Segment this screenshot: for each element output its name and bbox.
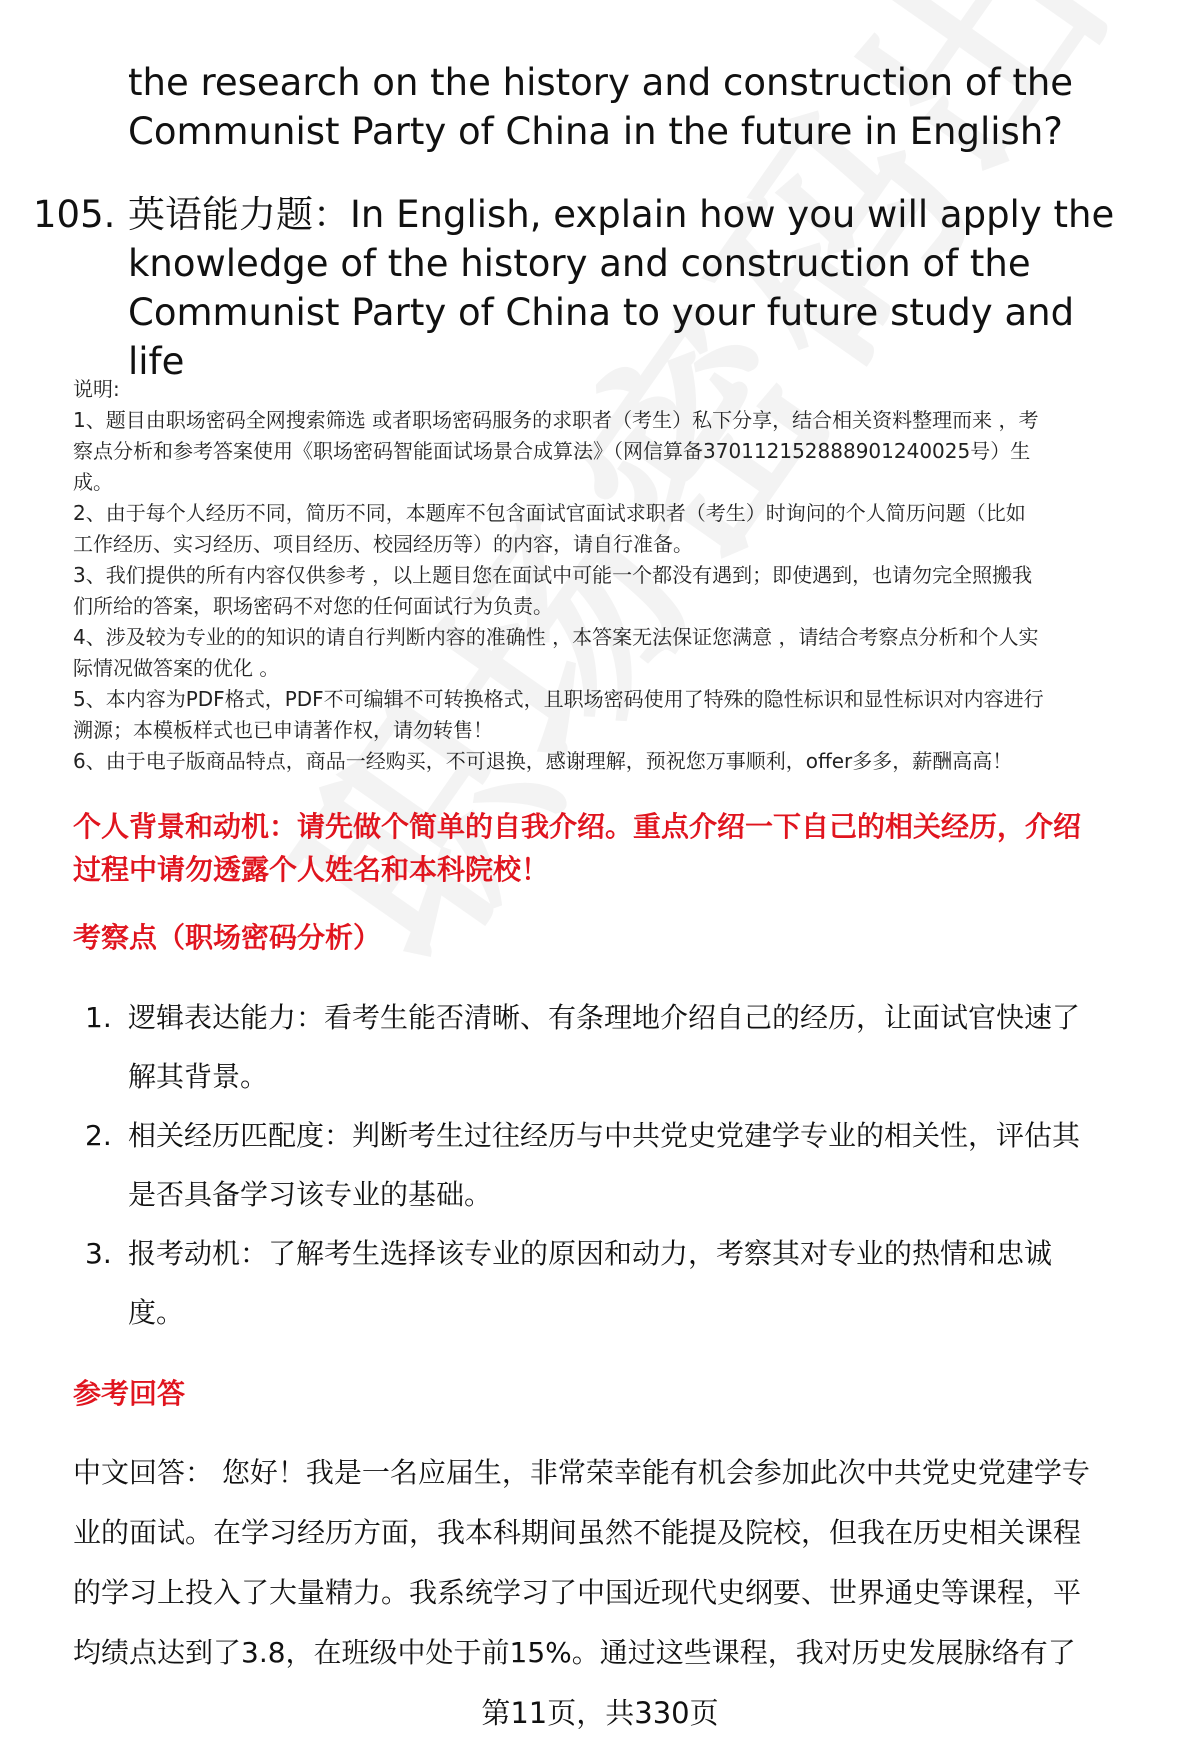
question-continued-line: Communist Party of China in the future in English? — [128, 110, 1063, 153]
key-point-line: 解其背景。 — [128, 1060, 269, 1093]
key-point-item — [85, 988, 1165, 1106]
answer-line: 的学习上投入了大量精力。我系统学习了中国近现代史纲要、世界通史等课程，平 — [73, 1576, 1082, 1609]
question-continued-line: the research on the history and construction of the — [128, 61, 1074, 104]
notes-line: 2、由于每个人经历不同，简历不同，本题库不包含面试官面试求职者（考生）时询问的个人简历问题（比如 — [73, 501, 1026, 525]
notes-line: 们所给的答案，职场密码不对您的任何面试行为负责。 — [73, 594, 553, 618]
notes-section — [73, 374, 1163, 777]
page-footer: 第11页，共330页 — [481, 1696, 719, 1730]
key-point-line: 报考动机：了解考生选择该专业的原因和动力，考察其对专业的热情和忠诚 — [128, 1237, 1053, 1270]
question-text — [128, 190, 1128, 386]
answer-line: 业的面试。在学习经历方面，我本科期间虽然不能提及院校，但我在历史相关课程 — [73, 1516, 1082, 1549]
answer-line: 均绩点达到了3.8，在班级中处于前15%。通过这些课程，我对历史发展脉络有了 — [73, 1636, 1076, 1669]
notes-line: 溯源；本模板样式也已申请著作权，请勿转售！ — [73, 718, 493, 742]
key-point-line: 是否具备学习该专业的基础。 — [128, 1178, 493, 1211]
key-point-line: 度。 — [128, 1296, 185, 1329]
reference-heading: 参考回答 — [73, 1377, 186, 1410]
question-number: 105. — [33, 193, 116, 236]
key-point-number: 2. — [85, 1119, 112, 1152]
key-point-number: 1. — [85, 1001, 112, 1034]
background-question-line: 过程中请勿透露个人姓名和本科院校！ — [73, 853, 550, 886]
notes-line: 工作经历、实习经历、项目经历、校园经历等）的内容，请自行准备。 — [73, 532, 693, 556]
notes-line: 6、由于电子版商品特点，商品一经购买，不可退换，感谢理解，预祝您万事顺利，offer多多，薪酬高高！ — [73, 749, 1013, 773]
notes-line: 4、涉及较为专业的的知识的请自行判断内容的准确性 ，本答案无法保证您满意 ，请结合考察点分析和个人实 — [73, 625, 1039, 649]
background-question — [73, 805, 1163, 891]
background-question-line: 个人背景和动机：请先做个简单的自我介绍。重点介绍一下自己的相关经历，介绍 — [73, 810, 1082, 843]
question-line: 英语能力题：In English, explain how you will apply the — [128, 193, 1115, 236]
reference-answer — [73, 1443, 1163, 1683]
notes-line: 际情况做答案的优化 。 — [73, 656, 280, 680]
notes-line: 3、我们提供的所有内容仅供参考 ，以上题目您在面试中可能一个都没有遇到；即使遇到，也请勿完全照搬我 — [73, 563, 1033, 587]
key-points-list — [85, 988, 1165, 1342]
key-point-line: 相关经历匹配度：判断考生过往经历与中共党史党建学专业的相关性，评估其 — [128, 1119, 1081, 1152]
key-point-item — [85, 1106, 1165, 1224]
key-point-line: 逻辑表达能力：看考生能否清晰、有条理地介绍自己的经历，让面试官快速了 — [128, 1001, 1081, 1034]
notes-line: 5、本内容为PDF格式，PDF不可编辑不可转换格式，且职场密码使用了特殊的隐性标识和显性标识对内容进行 — [73, 687, 1044, 711]
key-point-number: 3. — [85, 1237, 112, 1270]
answer-line: 中文回答： 您好！我是一名应届生，非常荣幸能有机会参加此次中共党史党建学专 — [73, 1456, 1090, 1489]
key-point-item — [85, 1224, 1165, 1342]
question-continued — [128, 58, 1128, 156]
notes-line: 1、题目由职场密码全网搜索筛选 或者职场密码服务的求职者（考生）私下分享，结合相关资料整理而来 ，考 — [73, 408, 1039, 432]
notes-line: 察点分析和参考答案使用《职场密码智能面试场景合成算法》（网信算备370112152888901240025号）生 — [73, 439, 1031, 463]
question-line: Communist Party of China to your future study and life — [128, 291, 1075, 383]
notes-line: 成。 — [73, 470, 113, 494]
notes-title: 说明: — [73, 377, 120, 401]
question-line: knowledge of the history and construction of the — [128, 242, 1031, 285]
key-points-heading: 考察点（职场密码分析） — [73, 921, 382, 954]
